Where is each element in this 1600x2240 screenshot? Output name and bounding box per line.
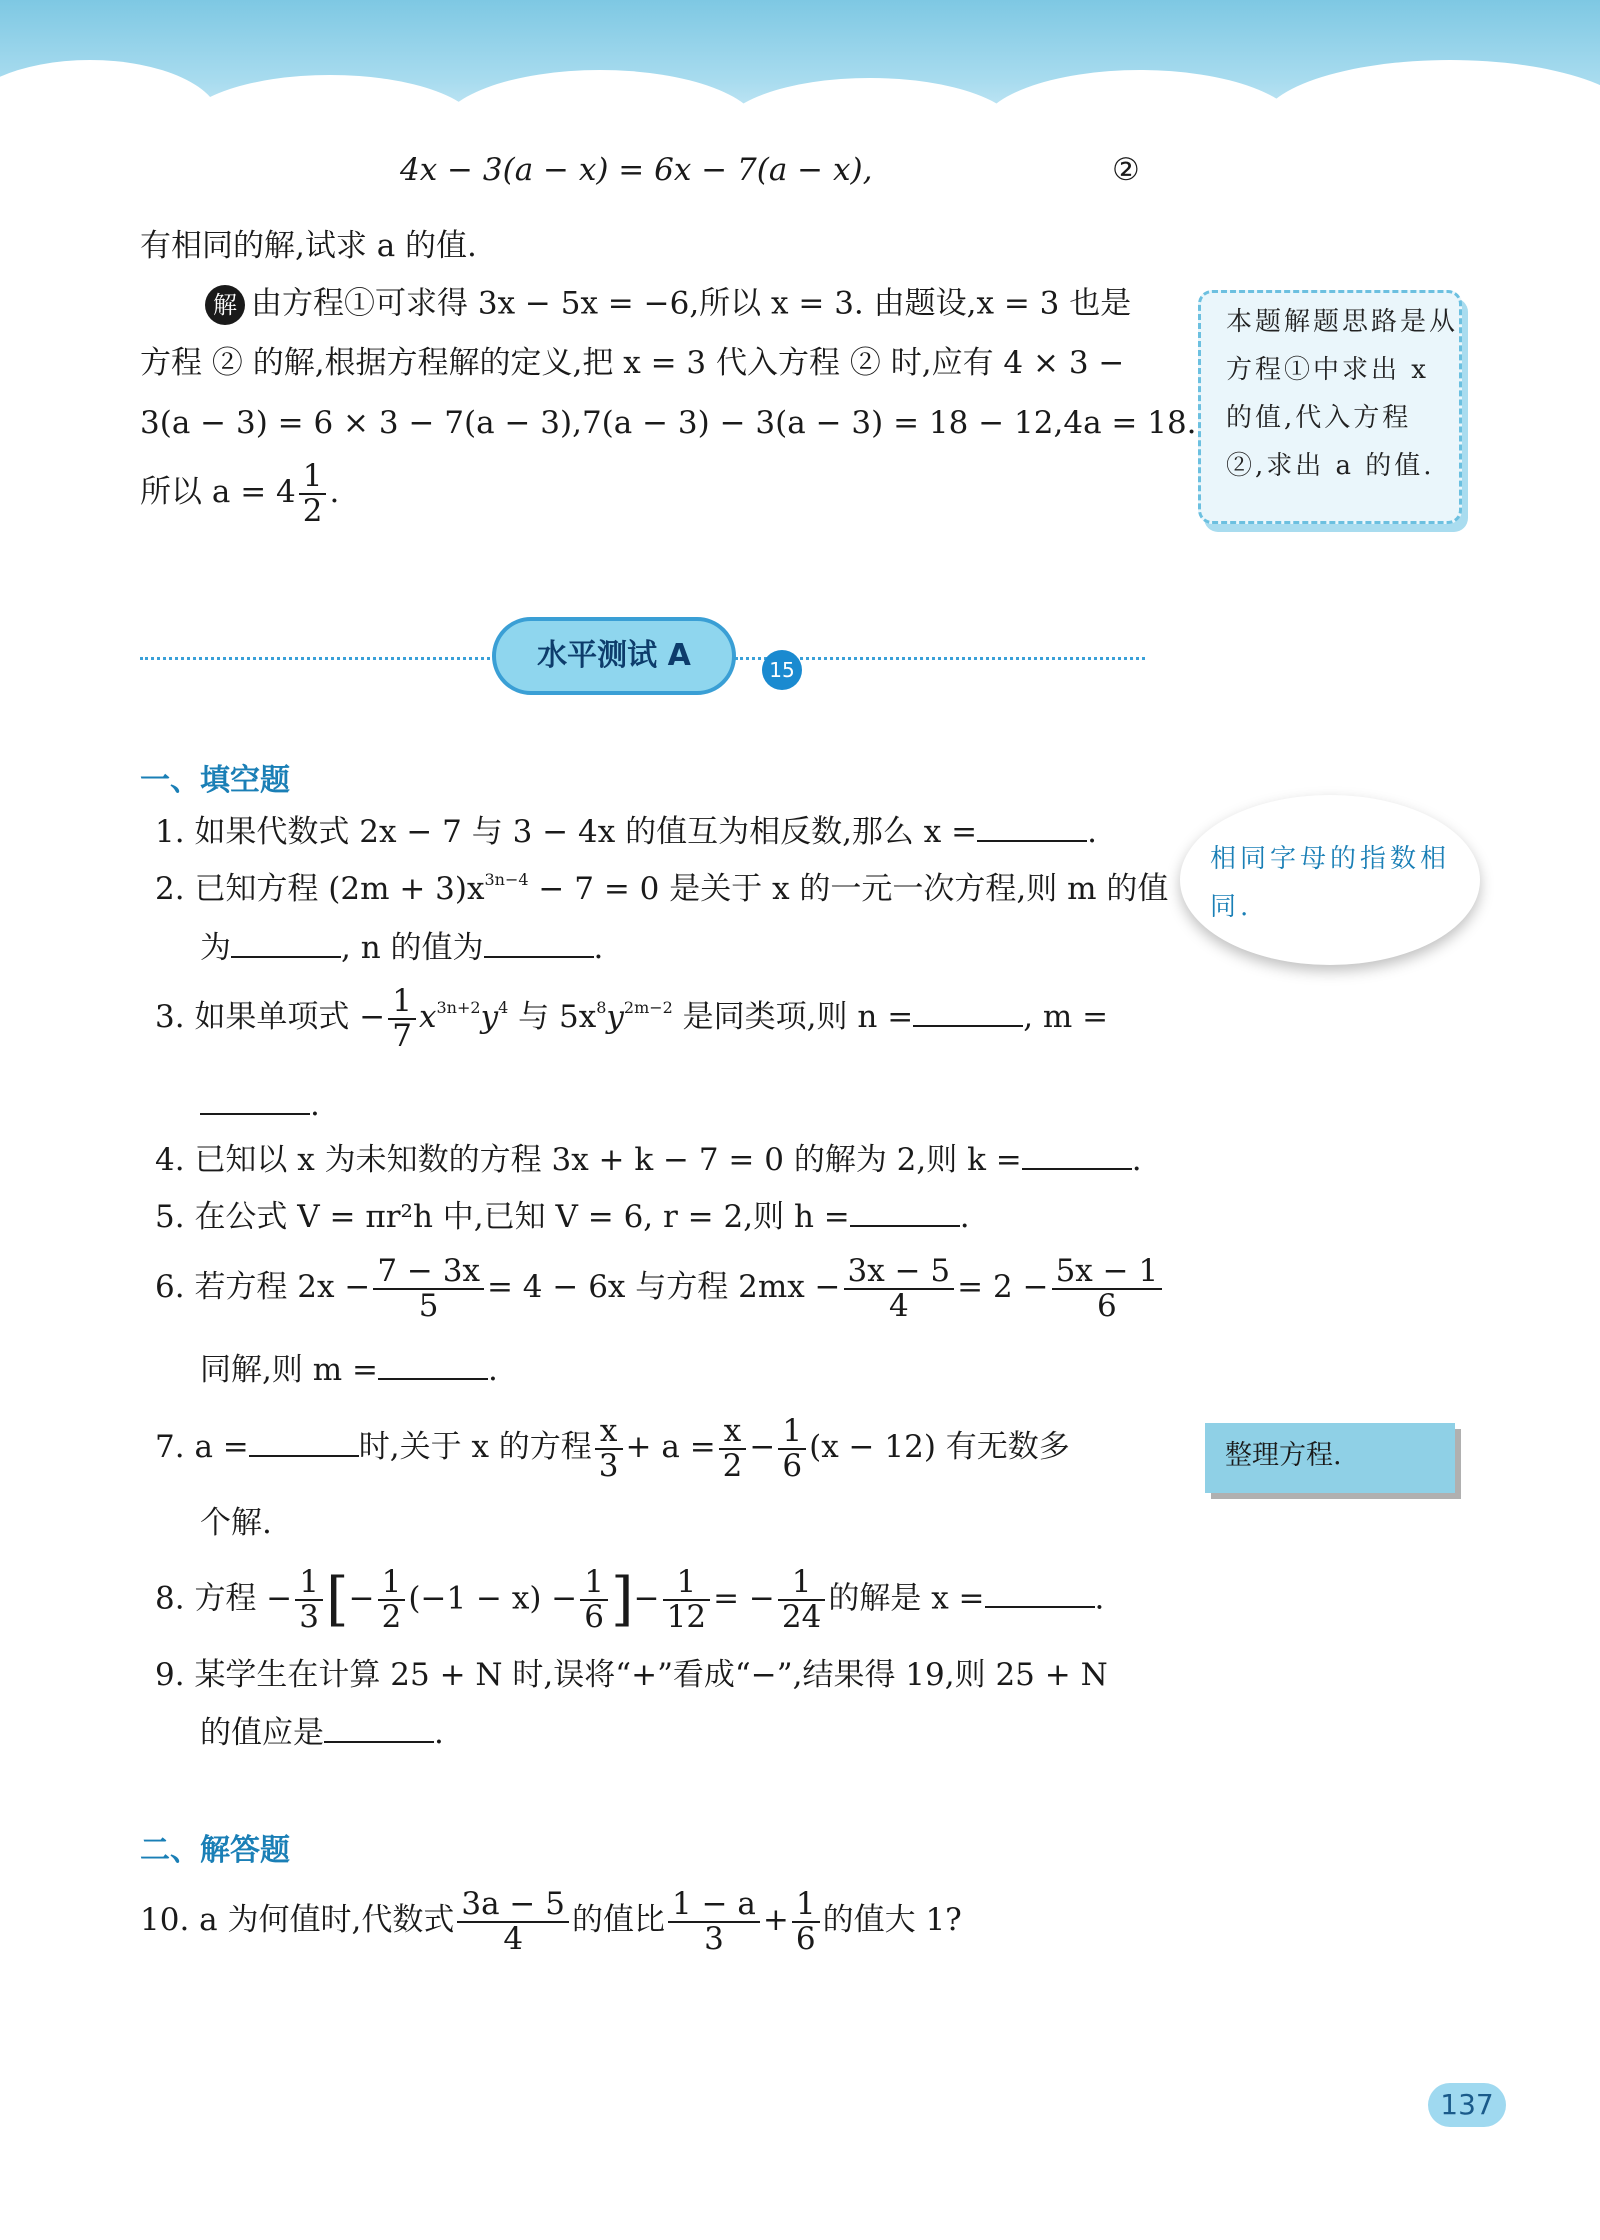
question-9-line-2: 的值应是 . xyxy=(200,1715,444,1751)
equation-2: 4x − 3(a − x) = 6x − 7(a − x), xyxy=(400,152,873,188)
answer-blank[interactable] xyxy=(913,997,1023,1027)
section-title-fill-in: 一、填空题 xyxy=(140,763,290,798)
tip-text: 本题解题思路是从方程①中求出 x 的值,代入方程 ②,求出 a 的值. xyxy=(1226,307,1459,481)
test-badge: 水平测试 A xyxy=(492,617,736,695)
answer-blank[interactable] xyxy=(200,1085,310,1115)
question-10: 10. a 为何值时,代数式 $\frac{3a - 5}{4}$ 的值比 $\frac{1 - a}{3}$ + $\frac{1}{6}$ 的值大 1? xyxy=(140,1886,962,1957)
answer-blank[interactable] xyxy=(324,1713,434,1743)
header-cloud xyxy=(980,70,1300,190)
answer-blank[interactable] xyxy=(977,812,1087,842)
example-line-5: 所以 a = 4 $\frac{1}{2}$ . xyxy=(140,458,340,529)
question-6: 6. 若方程 2x − $\frac{7 - 3x}{5}$ = 4 − 6x 与方程 2mx − $\frac{3x - 5}{4}$ = 2 − $\frac{5x - 1}{6}$ xyxy=(155,1255,1165,1322)
question-9: 9. 某学生在计算 25 + N 时,误将“+”看成“−”,结果得 19,则 25 + N xyxy=(155,1657,1108,1693)
question-4: 4. 已知以 x 为未知数的方程 3x + k − 7 = 0 的解为 2,则 k = . xyxy=(155,1142,1142,1178)
question-3-line-2: . xyxy=(200,1085,320,1124)
solution-mark: 解 xyxy=(205,285,245,325)
example-line-3: 方程 ② 的解,根据方程解的定义,把 x = 3 代入方程 ② 时,应有 4 × 3 − xyxy=(140,345,1125,381)
answer-blank[interactable] xyxy=(231,928,341,958)
test-number: 15 xyxy=(762,650,802,690)
divider-left xyxy=(140,657,490,660)
answer-blank[interactable] xyxy=(378,1350,488,1380)
section-title-answer: 二、解答题 xyxy=(140,1833,290,1868)
question-2: 2. 已知方程 $(2m + 3)x^{3n-4} - 7 = 0$ 是关于 x 的一元一次方程,则 m 的值 xyxy=(155,870,1169,907)
question-1: 1. 如果代数式 2x − 7 与 3 − 4x 的值互为相反数,那么 x = . xyxy=(155,814,1097,850)
answer-blank[interactable] xyxy=(850,1197,960,1227)
page-number: 137 xyxy=(1428,2083,1506,2127)
question-6-line-2: 同解,则 m = . xyxy=(200,1352,498,1388)
question-5: 5. 在公式 V = πr²h 中,已知 V = 6, r = 2,则 h = . xyxy=(155,1199,970,1235)
header-cloud xyxy=(1260,60,1600,190)
example-line-4: 3(a − 3) = 6 × 3 − 7(a − 3),7(a − 3) − 3(a − 3) = 18 − 12,4a = 18. xyxy=(140,405,1197,441)
question-3: 3. 如果单项式 − $\frac{1}{7}$ $x^{3n+2}y^4$ 与 $5x^8y^{2m-2}$ 是同类项,则 n = , m = xyxy=(155,983,1109,1054)
example-line-1: 有相同的解,试求 a 的值. xyxy=(140,228,477,264)
question-2-line-2: 为 , n 的值为 . xyxy=(200,930,604,966)
equation-label: ② xyxy=(1112,152,1140,188)
example-line-2: 解 由方程①可求得 3x − 5x = −6,所以 x = 3. 由题设,x = 3 也是 xyxy=(205,285,1131,325)
question-7: 7. a = 时,关于 x 的方程 $\frac{x}{3}$ + a = $\frac{x}{2}$ − $\frac{1}{6}$ (x − 12) 有无数多 xyxy=(155,1413,1070,1484)
question-8: 8. 方程 − $\frac{1}{3}$ [− $\frac{1}{2}$ (−1 − x) − $\frac{1}{6}$ ]− $\frac{1}{12}$ = − $\frac{1}{24}$ 的解是 x = . xyxy=(155,1564,1105,1635)
hint-bubble-text: 相同字母的指数相同. xyxy=(1210,844,1451,922)
question-7-line-2: 个解. xyxy=(200,1505,272,1541)
answer-blank[interactable] xyxy=(985,1578,1095,1608)
answer-blank[interactable] xyxy=(484,928,594,958)
hint-tag-text: 整理方程. xyxy=(1225,1440,1342,1471)
answer-blank[interactable] xyxy=(1022,1140,1132,1170)
answer-blank[interactable] xyxy=(249,1427,359,1457)
